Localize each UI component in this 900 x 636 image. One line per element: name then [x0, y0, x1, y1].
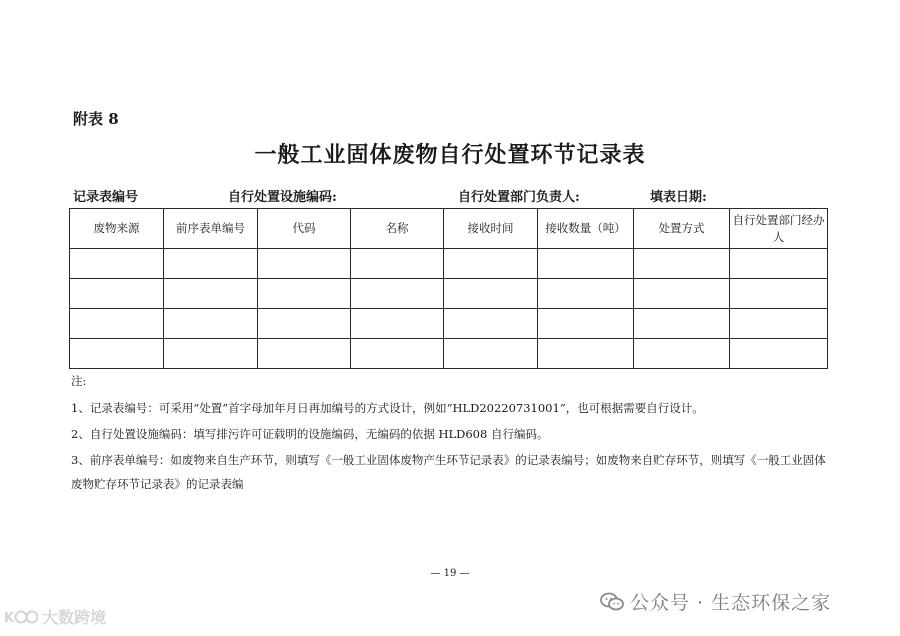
header-receive-time: 接收时间: [444, 209, 538, 249]
table-cell: [634, 279, 730, 309]
table-cell: [444, 309, 538, 339]
table-cell: [444, 339, 538, 369]
table-cell: [258, 249, 351, 279]
corner-logo: [4, 605, 106, 628]
table-cell: [538, 249, 634, 279]
table-row: [70, 279, 828, 309]
table-cell: [538, 339, 634, 369]
table-cell: [444, 249, 538, 279]
note-item-2: 2、自行处置设施编码：填写排污许可证载明的设施编码，无编码的依据 HLD608 自行编码。: [71, 427, 549, 441]
table-cell: [730, 249, 828, 279]
record-number-label: 记录表编号: [73, 190, 139, 205]
header-receive-quantity: 接收数量（吨）: [538, 209, 634, 249]
svg-text:K: K: [4, 610, 15, 626]
table-cell: [730, 339, 828, 369]
notes-label: 注:: [71, 374, 87, 388]
table-cell: [634, 339, 730, 369]
table-row: [70, 309, 828, 339]
table-cell: [351, 249, 444, 279]
table-cell: [730, 279, 828, 309]
department-head-label: 自行处置部门负责人:: [458, 190, 580, 205]
table-cell: [258, 339, 351, 369]
table-cell: [164, 309, 258, 339]
table-cell: [164, 339, 258, 369]
watermark: [600, 588, 831, 615]
header-prior-form-number: 前序表单编号: [164, 209, 258, 249]
table-cell: [258, 309, 351, 339]
wechat-icon: [600, 592, 624, 612]
notes-section: [71, 374, 851, 507]
table-cell: [730, 309, 828, 339]
header-waste-source: 废物来源: [70, 209, 164, 249]
table-cell: [258, 279, 351, 309]
header-code: 代码: [258, 209, 351, 249]
table-cell: [538, 279, 634, 309]
header-name: 名称: [351, 209, 444, 249]
table-cell: [70, 339, 164, 369]
appendix-label: 附表 8: [73, 110, 119, 128]
table-cell: [164, 249, 258, 279]
table-row: [70, 249, 828, 279]
header-handler: 自行处置部门经办人: [730, 209, 828, 249]
corner-logo-text: 大数跨境: [42, 608, 107, 627]
table-cell: [351, 309, 444, 339]
table-cell: [164, 279, 258, 309]
fill-date-label: 填表日期:: [650, 190, 707, 205]
table-cell: [538, 309, 634, 339]
table-row: [70, 339, 828, 369]
table-cell: [351, 339, 444, 369]
page-number: — 19 —: [430, 568, 470, 579]
header-disposal-method: 处置方式: [634, 209, 730, 249]
table-cell: [70, 309, 164, 339]
table-cell: [634, 309, 730, 339]
table-cell: [70, 279, 164, 309]
table-header-row: [70, 209, 828, 249]
table-cell: [634, 249, 730, 279]
note-item-3: 3、前序表单编号：如废物来自生产环节，则填写《一般工业固体废物产生环节记录表》的记录表编号；如废物来自贮存环节，则填写《一般工业固体废物贮存环节记录表》的记录表编: [71, 453, 826, 491]
note-item-1: 1、记录表编号：可采用“处置”首字母加年月日再加编号的方式设计，例如“HLD20220731001”，也可根据需要自行设计。: [71, 401, 704, 415]
page-title: 一般工业固体废物自行处置环节记录表: [254, 142, 646, 168]
facility-code-label: 自行处置设施编码:: [228, 190, 337, 205]
table-cell: [444, 279, 538, 309]
watermark-text: 公众号 · 生态环保之家: [630, 592, 832, 614]
brand-logo-icon: [4, 608, 38, 626]
record-table: [69, 208, 828, 369]
table-cell: [70, 249, 164, 279]
table-cell: [351, 279, 444, 309]
